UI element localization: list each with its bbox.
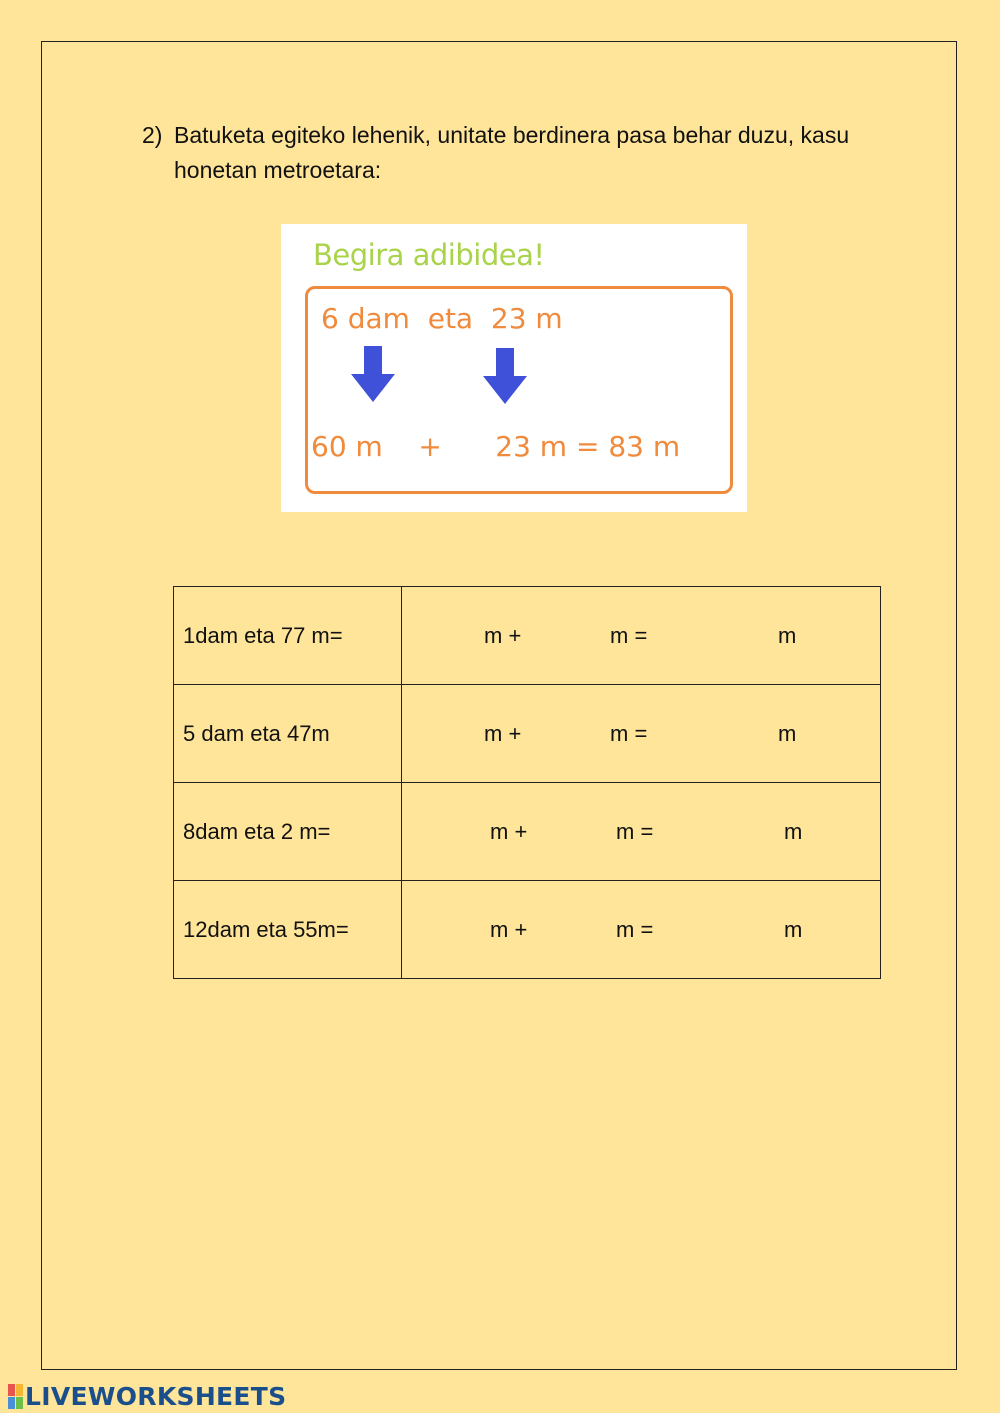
instruction-text: Batuketa egiteko lehenik, unitate berdinera pasa behar duzu, kasu honetan metroetara:: [174, 122, 850, 183]
answer-slot-result: m: [784, 916, 803, 942]
down-arrow-icon: [351, 346, 395, 402]
answer-slot-meters: m +: [484, 622, 522, 648]
question-cell: 1dam eta 77 m=: [174, 587, 402, 685]
table-row: [174, 881, 881, 979]
down-arrow-icon: [483, 348, 527, 404]
answer-slot-meters: m =: [610, 622, 648, 648]
answer-slot-meters: m =: [616, 818, 654, 844]
answer-slot-result: m: [784, 818, 803, 844]
answer-slot-meters: m +: [490, 916, 528, 942]
logo-icon: [8, 1384, 23, 1409]
exercise-table: [173, 586, 881, 979]
instruction-number: 2): [142, 122, 163, 148]
answer-cell[interactable]: [402, 881, 881, 979]
example-title: Begira adibidea!: [313, 238, 545, 272]
answer-cell[interactable]: [402, 783, 881, 881]
answer-slot-meters: m +: [484, 720, 522, 746]
example-line-sum: 60 m + 23 m = 83 m: [311, 430, 681, 463]
question-cell: 12dam eta 55m=: [174, 881, 402, 979]
table-row: [174, 783, 881, 881]
brand-wordmark: LIVEWORKSHEETS: [25, 1382, 287, 1411]
example-image: [281, 224, 747, 512]
instruction: [142, 118, 862, 188]
table-row: [174, 587, 881, 685]
question-cell: 5 dam eta 47m: [174, 685, 402, 783]
question-cell: 8dam eta 2 m=: [174, 783, 402, 881]
answer-slot-meters: m +: [490, 818, 528, 844]
answer-slot-meters: m =: [616, 916, 654, 942]
liveworksheets-logo[interactable]: [8, 1382, 286, 1411]
answer-slot-result: m: [778, 720, 797, 746]
table-row: [174, 685, 881, 783]
answer-slot-result: m: [778, 622, 797, 648]
example-line-dam: 6 dam eta 23 m: [321, 302, 563, 335]
answer-slot-meters: m =: [610, 720, 648, 746]
answer-cell[interactable]: [402, 685, 881, 783]
answer-cell[interactable]: [402, 587, 881, 685]
